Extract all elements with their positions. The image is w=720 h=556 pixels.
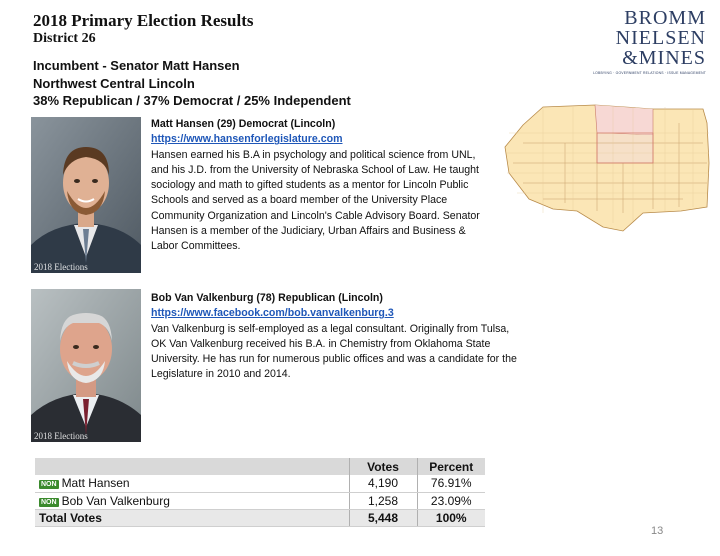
candidate-heading: Matt Hansen (29) Democrat (Lincoln) bbox=[151, 118, 336, 130]
votes-cell: 4,190 bbox=[349, 475, 417, 492]
percent-cell: 76.91% bbox=[417, 475, 485, 492]
results-table bbox=[35, 458, 485, 527]
candidate-photo-hansen bbox=[31, 117, 141, 273]
campaign-link[interactable]: https://www.hansenforlegislature.com bbox=[151, 133, 343, 146]
company-logo: BROMM NIELSEN &MINES LOBBYING · GOVERNMENT RELATIONS · ISSUE MANAGEMENT bbox=[593, 7, 706, 75]
candidate-bio-text: Van Valkenburg is self-employed as a legal consultant. Originally from Tulsa, OK Van Valkenburg received his B.A. in Chemistry from Oklahoma State University. He has run for numerous public offices and was a candidate for the Legislature in 2010 and 2014. bbox=[151, 322, 517, 381]
slide-title: 2018 Primary Election Results bbox=[33, 11, 254, 30]
header-votes: Votes bbox=[349, 458, 417, 475]
photo-watermark: 2018 Elections bbox=[34, 262, 88, 272]
portrait-illustration bbox=[31, 289, 141, 442]
candidate-bio-van-valkenburg bbox=[151, 291, 521, 383]
table-row bbox=[35, 475, 485, 492]
campaign-link[interactable]: https://www.facebook.com/bob.vanvalkenburg.3 bbox=[151, 307, 394, 320]
area-line: Northwest Central Lincoln bbox=[33, 75, 195, 91]
candidate-cell bbox=[35, 475, 349, 492]
candidate-cell bbox=[35, 492, 349, 509]
table-row bbox=[35, 492, 485, 509]
page-number: 13 bbox=[651, 525, 664, 537]
candidate-name: Bob Van Valkenburg bbox=[61, 493, 170, 508]
party-breakdown-line: 38% Republican / 37% Democrat / 25% Independent bbox=[33, 93, 351, 108]
header-candidate bbox=[35, 458, 349, 475]
header-percent: Percent bbox=[417, 458, 485, 475]
candidate-heading: Bob Van Valkenburg (78) Republican (Lincoln) bbox=[151, 292, 383, 304]
candidate-bio-text: Hansen earned his B.A in psychology and political science from UNL, and his J.D. from the University of Nebraska School of Law. He taught sociology and math to gifted students as a mentor for Lincoln Public Schools and served as a board member of the University Place Community Organization and Lincoln's Cable Advisory Board. Senator Hansen is a member of the Judiciary, Urban Affairs and Business & Labor Committees. bbox=[151, 148, 480, 253]
district-label: District 26 bbox=[33, 31, 96, 46]
percent-cell: 23.09% bbox=[417, 492, 485, 509]
nonpartisan-badge: NON bbox=[41, 481, 57, 489]
incumbent-line: Incumbent - Senator Matt Hansen bbox=[33, 58, 240, 73]
candidate-name: Matt Hansen bbox=[61, 476, 130, 491]
portrait-illustration bbox=[31, 117, 141, 273]
table-header-row bbox=[35, 458, 485, 475]
total-row bbox=[35, 509, 485, 526]
candidate-photo-van-valkenburg bbox=[31, 289, 141, 442]
nonpartisan-badge: NON bbox=[41, 498, 57, 506]
total-label: Total Votes bbox=[35, 509, 349, 526]
total-percent: 100% bbox=[417, 509, 485, 526]
incumbent-summary bbox=[33, 57, 351, 110]
candidate-bio-hansen bbox=[151, 117, 487, 255]
photo-watermark: 2018 Elections bbox=[34, 431, 88, 441]
total-votes: 5,448 bbox=[349, 509, 417, 526]
votes-cell: 1,258 bbox=[349, 492, 417, 509]
district-map bbox=[503, 103, 713, 235]
